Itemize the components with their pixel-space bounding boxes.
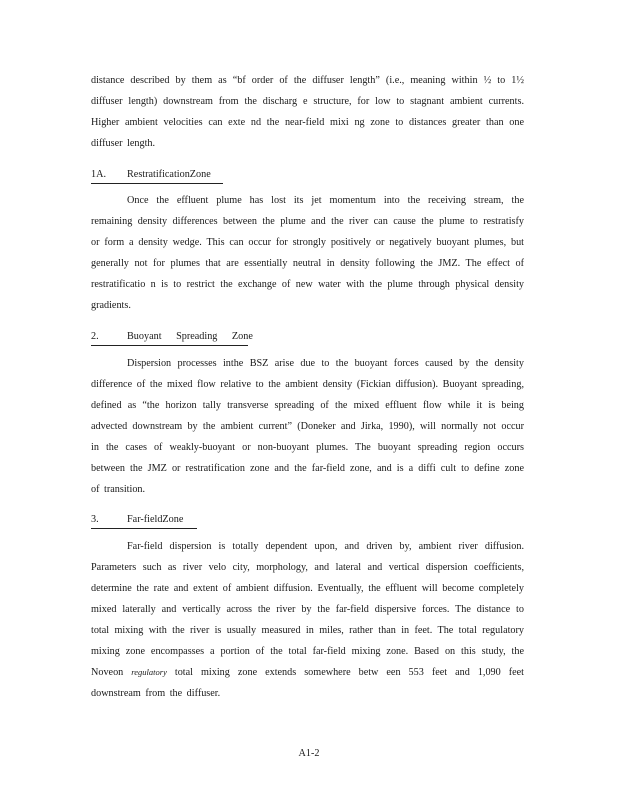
section-number: 3. [91, 514, 99, 525]
section-body-3 [91, 536, 524, 704]
section-heading-2 [91, 330, 253, 346]
section-body-3-part1: Far-field dispersion is totally dependent upon, and driven by, ambient river diffusion. Parameters such as river velo city, morphology, and lateral and vertical dispersion coefficients, determine the rate and extent of ambient diffusion. Eventually, the effluent will become completely mixed laterally and vertically across the river by the far-field dispersive forces. The distance to total mixing with the river is usually measured in miles, rather than in feet. The total regulatory mixing zone encompasses a portion of the total far-field mixing zone. Based on this study, the Noveon [91, 541, 524, 678]
section-number: 2. [91, 331, 99, 342]
section-heading-3 [91, 513, 197, 529]
regulatory-italic-word: regulatory [131, 667, 167, 677]
section-title: RestratificationZone [127, 169, 211, 180]
section-body-1a: Once the effluent plume has lost its jet momentum into the receiving stream, the remaining density differences between the plume and the river can cause the plume to restratisfy or form a density wedge. This can occur for strongly positively or negatively buoyant plumes, but generally not for plumes that are essentially neutral in density following the JMZ. The effect of restratificatio n is to restrict the exchange of new water with the plume through physical density gradients. [91, 195, 524, 311]
page-number: A1-2 [298, 748, 320, 759]
section-body-3-part2: total mixing zone extends somewhere betw een 553 feet and 1,090 feet downstream from the diffuser. [91, 667, 525, 699]
section-title: Buoyant Spreading Zone [127, 331, 253, 342]
section-body-2: Dispersion processes inthe BSZ arise due to the buoyant forces caused by the density difference of the mixed flow relative to the ambient density (Fickian diffusion). Buoyant spreading, defined as “the horizon tally transverse spreading of the mixed effluent flow while it is being advected downstream by the ambient current” (Doneker and Jirka, 1990), will normally not occur in the cases of weakly-buoyant or non-buoyant plumes. The buoyant spreading region occurs between the JMZ or restratification zone and the far-field zone, and is a diffi cult to define zone of transition. [91, 358, 524, 495]
section-title: Far-fieldZone [127, 514, 184, 525]
section-heading-1a [91, 168, 223, 184]
section-number: 1A. [91, 169, 106, 180]
intro-paragraph: distance described by them as “bf order of the diffuser length” (i.e., meaning within ½ to 1½ diffuser length) downstream from the discharg e structure, for low to stagnant ambient currents. Higher ambient velocities can exte nd the near-field mixi ng zone to distances greater than one diffuser length. [91, 75, 524, 149]
